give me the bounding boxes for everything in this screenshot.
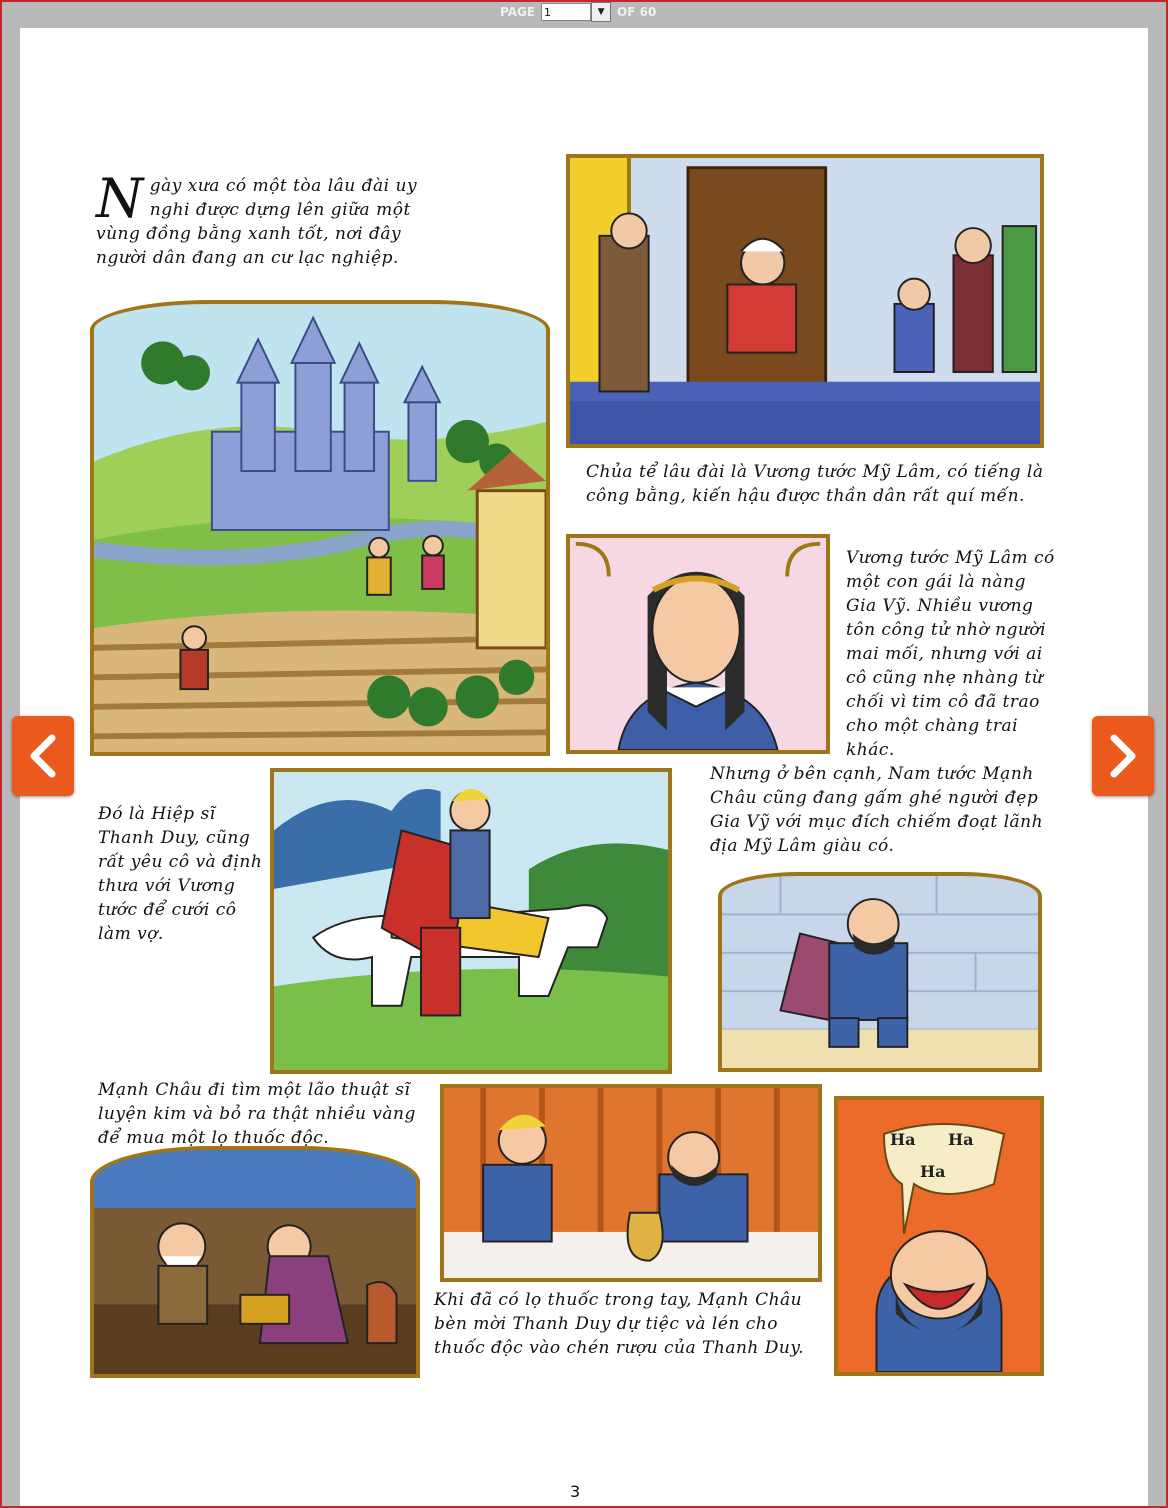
chevron-left-icon <box>28 734 58 778</box>
caption-intro-text: gày xưa có một tòa lâu đài uy nghi được dựng lên giữa một vùng đồng bằng xanh tốt, nơi đây người dân đang an cư lạc nghiệp. <box>96 176 418 268</box>
speech-bubble <box>874 1114 1014 1234</box>
caption-alchemist: Mạnh Châu đi tìm một lão thuật sĩ luyện kim và bỏ ra thật nhiều vàng để mua một lọ thuốc độc. <box>98 1080 416 1148</box>
next-page-button[interactable] <box>1092 716 1154 796</box>
panel-alchemist <box>90 1146 420 1378</box>
page-label: PAGE <box>500 5 536 19</box>
caption-daughter: Vương tước Mỹ Lâm có một con gái là nàng Gia Vỹ. Nhiều vương tôn công tử nhờ người mai mối, nhưng với ai cô cũng nhẹ nhàng từ chối vì tim cô đã trao cho một chàng trai khác. <box>846 548 1055 760</box>
caption-neighbor: Nhưng ở bên cạnh, Nam tước Mạnh Châu cũng đang gấm ghé người đẹp Gia Vỹ với mục đích chiếm đoạt lãnh địa Mỹ Lâm giàu có. <box>710 764 1044 856</box>
alchemist-illustration <box>94 1150 416 1374</box>
speech-ha-1: Ha <box>890 1130 916 1149</box>
page-dropdown-button[interactable] <box>591 2 611 22</box>
princess-illustration <box>570 538 826 750</box>
panel-princess <box>566 534 830 754</box>
panel-knight <box>270 768 672 1074</box>
page-number-input[interactable] <box>541 3 591 21</box>
panel-laugh <box>834 1096 1044 1376</box>
panel-feast <box>440 1084 822 1282</box>
baron-illustration <box>722 876 1038 1068</box>
page-total-label: OF 60 <box>617 5 657 19</box>
castle-illustration <box>94 304 546 752</box>
caption-lord: Chủa tể lâu đài là Vương tước Mỹ Lâm, có tiếng là công bằng, kiến hậu được thần dân rất quí mến. <box>586 462 1044 506</box>
speech-ha-3: Ha <box>920 1162 946 1181</box>
panel-throne <box>566 154 1044 448</box>
comic-page <box>20 28 1148 1508</box>
panel-baron <box>718 872 1042 1072</box>
speech-ha-2: Ha <box>948 1130 974 1149</box>
knight-illustration <box>274 772 668 1070</box>
feast-illustration <box>444 1088 818 1278</box>
viewer-toolbar <box>0 0 1168 24</box>
panel-castle <box>90 300 550 756</box>
caption-knight: Đó là Hiệp sĩ Thanh Duy, cũng rất yêu cô và định thưa với Vương tước để cưới cô làm vợ. <box>98 804 263 944</box>
prev-page-button[interactable] <box>12 716 74 796</box>
chevron-right-icon <box>1108 734 1138 778</box>
caption-intro <box>96 167 426 270</box>
page-navigator <box>500 2 656 22</box>
page-number: 3 <box>570 1482 581 1501</box>
caption-poison: Khi đã có lọ thuốc trong tay, Mạnh Châu bèn mời Thanh Duy dự tiệc và lén cho thuốc độc vào chén rượu của Thanh Duy. <box>434 1290 805 1358</box>
throne-illustration <box>570 158 1040 444</box>
caption-dropcap: N <box>96 167 144 230</box>
chevron-down-icon: ▼ <box>597 7 605 17</box>
